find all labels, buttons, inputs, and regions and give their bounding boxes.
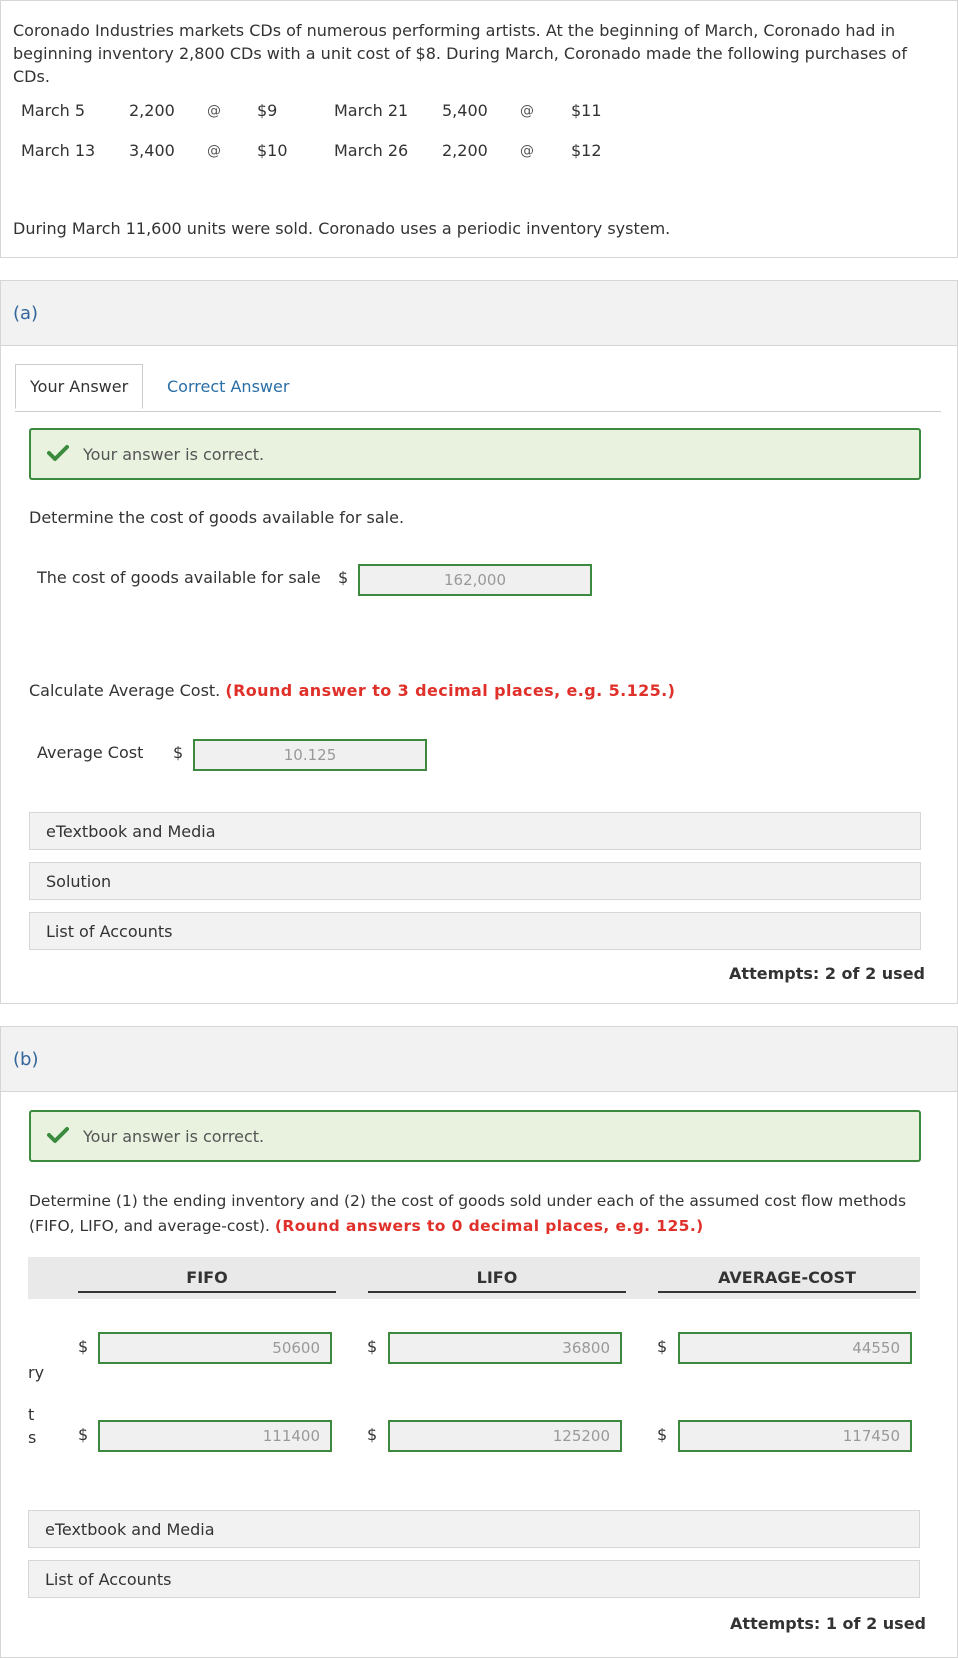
part-b-label: (b) (13, 1049, 39, 1070)
correct-banner (29, 428, 921, 480)
question-line-2-text: (FIFO, LIFO, and average-cost). (29, 1217, 270, 1235)
column-header-fifo: FIFO (186, 1268, 228, 1287)
tab-divider (15, 411, 941, 412)
purchase-qty: 2,200 (442, 141, 488, 160)
accordion-label: List of Accounts (46, 922, 173, 941)
accordion-label: eTextbook and Media (45, 1520, 215, 1539)
dollar-sign: $ (657, 1425, 668, 1444)
purchase-qty: 3,400 (129, 141, 175, 160)
problem-footer: During March 11,600 units were sold. Coronado uses a periodic inventory system. (13, 219, 671, 238)
attempts-counter: Attempts: 1 of 2 used (730, 1614, 926, 1633)
lifo-ending-inventory-input[interactable]: 36800 (388, 1332, 622, 1364)
dollar-sign: $ (657, 1337, 668, 1356)
tab-your-answer[interactable]: Your Answer (15, 364, 143, 409)
at-symbol: @ (520, 143, 534, 159)
purchase-date: March 13 (21, 141, 96, 160)
purchase-date: March 5 (21, 101, 86, 120)
question-average-cost (29, 681, 675, 700)
accordion-list-of-accounts[interactable] (28, 1560, 920, 1598)
at-symbol: @ (207, 103, 221, 119)
check-icon (47, 1126, 69, 1144)
purchase-date: March 26 (334, 141, 409, 160)
part-a-panel (0, 280, 958, 1004)
dollar-sign: $ (78, 1337, 89, 1356)
fifo-cogs-input[interactable]: 111400 (98, 1420, 332, 1452)
dollar-sign: $ (367, 1337, 378, 1356)
question-average-cost-text: Calculate Average Cost. (29, 681, 221, 700)
average-cogs-input[interactable]: 117450 (678, 1420, 912, 1452)
row-label-ending-inventory: ry (28, 1363, 45, 1382)
at-symbol: @ (520, 103, 534, 119)
row-label-cogs-line1: t (28, 1405, 35, 1424)
part-b-header (1, 1027, 957, 1092)
accordion-etextbook[interactable] (29, 812, 921, 850)
attempts-counter: Attempts: 2 of 2 used (729, 964, 925, 983)
purchase-price: $10 (257, 141, 288, 160)
banner-message: Your answer is correct. (83, 1127, 265, 1146)
column-underline (658, 1291, 916, 1293)
purchase-qty: 2,200 (129, 101, 175, 120)
cogas-input[interactable]: 162,000 (358, 564, 592, 596)
rounding-hint: (Round answers to 0 decimal places, e.g. 125.) (274, 1217, 704, 1235)
dollar-sign: $ (367, 1425, 378, 1444)
purchase-price: $9 (257, 101, 278, 120)
question-line-1: Determine (1) the ending inventory and (2) the cost of goods sold under each of the assumed cost flow methods (29, 1192, 907, 1210)
column-underline (368, 1291, 626, 1293)
accordion-solution[interactable] (29, 862, 921, 900)
tab-correct-answer[interactable]: Correct Answer (167, 377, 290, 396)
problem-statement-panel (0, 0, 958, 258)
dollar-sign: $ (173, 743, 184, 762)
question-cogas: Determine the cost of goods available for sale. (29, 508, 405, 527)
average-cost-input[interactable]: 10.125 (193, 739, 427, 771)
average-ending-inventory-input[interactable]: 44550 (678, 1332, 912, 1364)
rounding-hint: (Round answer to 3 decimal places, e.g. 5.125.) (225, 681, 676, 700)
column-header-average-cost: AVERAGE-COST (718, 1268, 856, 1287)
accordion-etextbook[interactable] (28, 1510, 920, 1548)
purchase-price: $11 (571, 101, 602, 120)
accordion-label: List of Accounts (45, 1570, 172, 1589)
question-line-2 (29, 1217, 704, 1235)
fifo-ending-inventory-input[interactable]: 50600 (98, 1332, 332, 1364)
part-a-header (1, 281, 957, 346)
column-underline (78, 1291, 336, 1293)
purchase-date: March 21 (334, 101, 409, 120)
purchase-qty: 5,400 (442, 101, 488, 120)
column-header-lifo: LIFO (476, 1268, 518, 1287)
purchase-price: $12 (571, 141, 602, 160)
correct-banner (29, 1110, 921, 1162)
dollar-sign: $ (78, 1425, 89, 1444)
banner-message: Your answer is correct. (83, 445, 265, 464)
cogas-label: The cost of goods available for sale (37, 568, 321, 587)
accordion-label: eTextbook and Media (46, 822, 216, 841)
check-icon (47, 444, 69, 462)
accordion-list-of-accounts[interactable] (29, 912, 921, 950)
accordion-label: Solution (46, 872, 112, 891)
average-cost-label: Average Cost (37, 743, 144, 762)
part-a-label: (a) (13, 303, 39, 324)
lifo-cogs-input[interactable]: 125200 (388, 1420, 622, 1452)
row-label-cogs-line2: s (28, 1428, 37, 1447)
dollar-sign: $ (338, 568, 349, 587)
problem-statement: Coronado Industries markets CDs of numerous performing artists. At the beginning of March, Coronado had in beginning inventory 2,800 CDs with a unit cost of $8. During March, Coronado made the following purchases of CDs. (13, 21, 907, 86)
at-symbol: @ (207, 143, 221, 159)
